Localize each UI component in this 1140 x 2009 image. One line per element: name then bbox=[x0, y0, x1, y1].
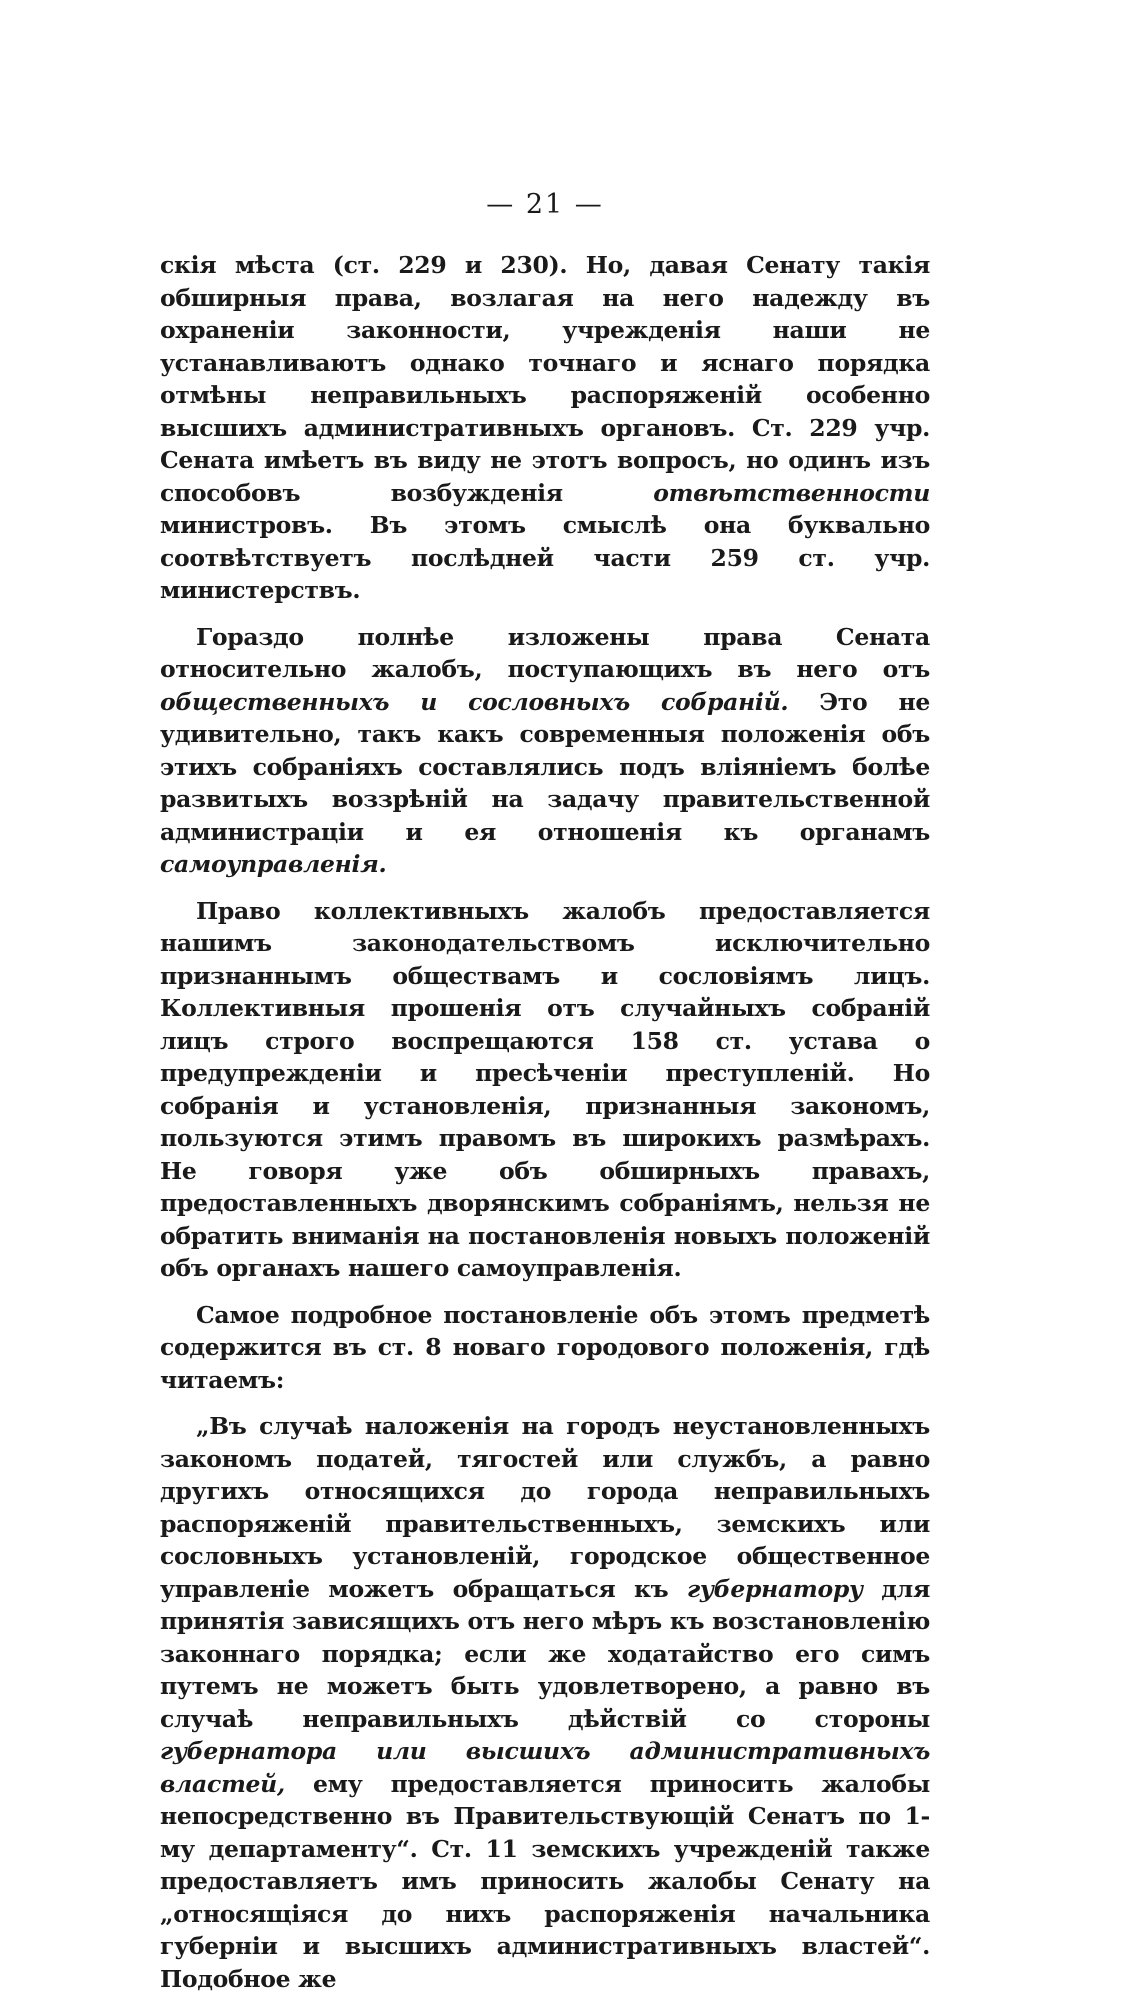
text-segment: Это не удивительно, такъ какъ современныя положенія объ этихъ собраніяхъ составлялись подъ вліяніемъ болѣе развитыхъ воззрѣній на задачу правительственной администраціи и ея отношенія къ органамъ bbox=[160, 687, 931, 846]
text-segment: ему предоставляется приносить жалобы непосредственно въ Правительствующій Сенатъ по 1-му департаменту“. Ст. 11 земскихъ учрежденій также предоставляетъ имъ приносить жалобы Сенату на „относящіяся до нихъ распоряженія начальника губерніи и высшихъ административныхъ властей“. Подобное же bbox=[160, 1769, 930, 1993]
italic-text: губернатору bbox=[687, 1574, 863, 1603]
text-segment: министровъ. Въ этомъ смыслѣ она буквально соотвѣтствуетъ послѣдней части 259 ст. учр. министерствъ. bbox=[160, 511, 930, 604]
paragraph bbox=[160, 621, 930, 881]
italic-text: отвѣтственности bbox=[653, 478, 930, 507]
text-segment: Право коллективныхъ жалобъ предоставляется нашимъ законодательствомъ исключительно признаннымъ обществамъ и сословіямъ лицъ. Коллективныя прошенія отъ случайныхъ собраній лицъ строго воспрещаются 158 ст. устава о предупрежденіи и пресѣченіи преступленій. Но собранія и установленія, признанныя закономъ, пользуются этимъ правомъ въ широкихъ размѣрахъ. Не говоря уже объ обширныхъ правахъ, предоставленныхъ дворянскимъ собраніямъ, нельзя не обратить вниманія на постановленія новыхъ положеній объ органахъ нашего самоуправленія. bbox=[160, 896, 930, 1282]
text-segment: скія мѣста (ст. 229 и 230). Но, давая Сенату такія обширныя права, возлагая на него надежду въ охраненіи законности, учрежденія наши не устанавливаютъ однако точнаго и яснаго порядка отмѣны неправильныхъ распоряженій особенно высшихъ административныхъ органовъ. Ст. 229 учр. Сената имѣетъ въ виду не этотъ вопросъ, но одинъ изъ способовъ возбужденія bbox=[160, 251, 930, 507]
italic-text: общественныхъ и сословныхъ собраній. bbox=[160, 687, 789, 716]
paragraph bbox=[160, 249, 930, 607]
text-segment: для принятія зависящихъ отъ него мѣръ къ возстановленію законнаго порядка; если же ходатайство его симъ путемъ не можетъ быть удовлетворено, а равно въ случаѣ неправильныхъ дѣйствій со стороны bbox=[160, 1574, 931, 1733]
paragraph bbox=[160, 1299, 930, 1397]
text-segment: „Въ случаѣ наложенія на городъ неустановленныхъ закономъ податей, тягостей или службъ, а равно другихъ относящихся до города неправильныхъ распоряженій правительственныхъ, земскихъ или сословныхъ установленій, городское общественное управленіе можетъ обращаться къ bbox=[160, 1412, 930, 1603]
book-page bbox=[160, 185, 930, 2009]
text-segment: Гораздо полнѣе изложены права Сената относительно жалобъ, поступающихъ въ него отъ bbox=[160, 622, 930, 683]
body-text bbox=[160, 249, 930, 1995]
page-number: — 21 — bbox=[486, 189, 604, 220]
paragraph bbox=[160, 895, 930, 1285]
italic-text: губернатора или высшихъ административныхъ властей, bbox=[160, 1737, 930, 1798]
text-segment: Самое подробное постановленіе объ этомъ предметѣ содержится въ ст. 8 новаго городового положенія, гдѣ читаемъ: bbox=[160, 1300, 930, 1394]
italic-text: самоуправленія. bbox=[160, 850, 387, 878]
paragraph bbox=[160, 1410, 930, 1995]
